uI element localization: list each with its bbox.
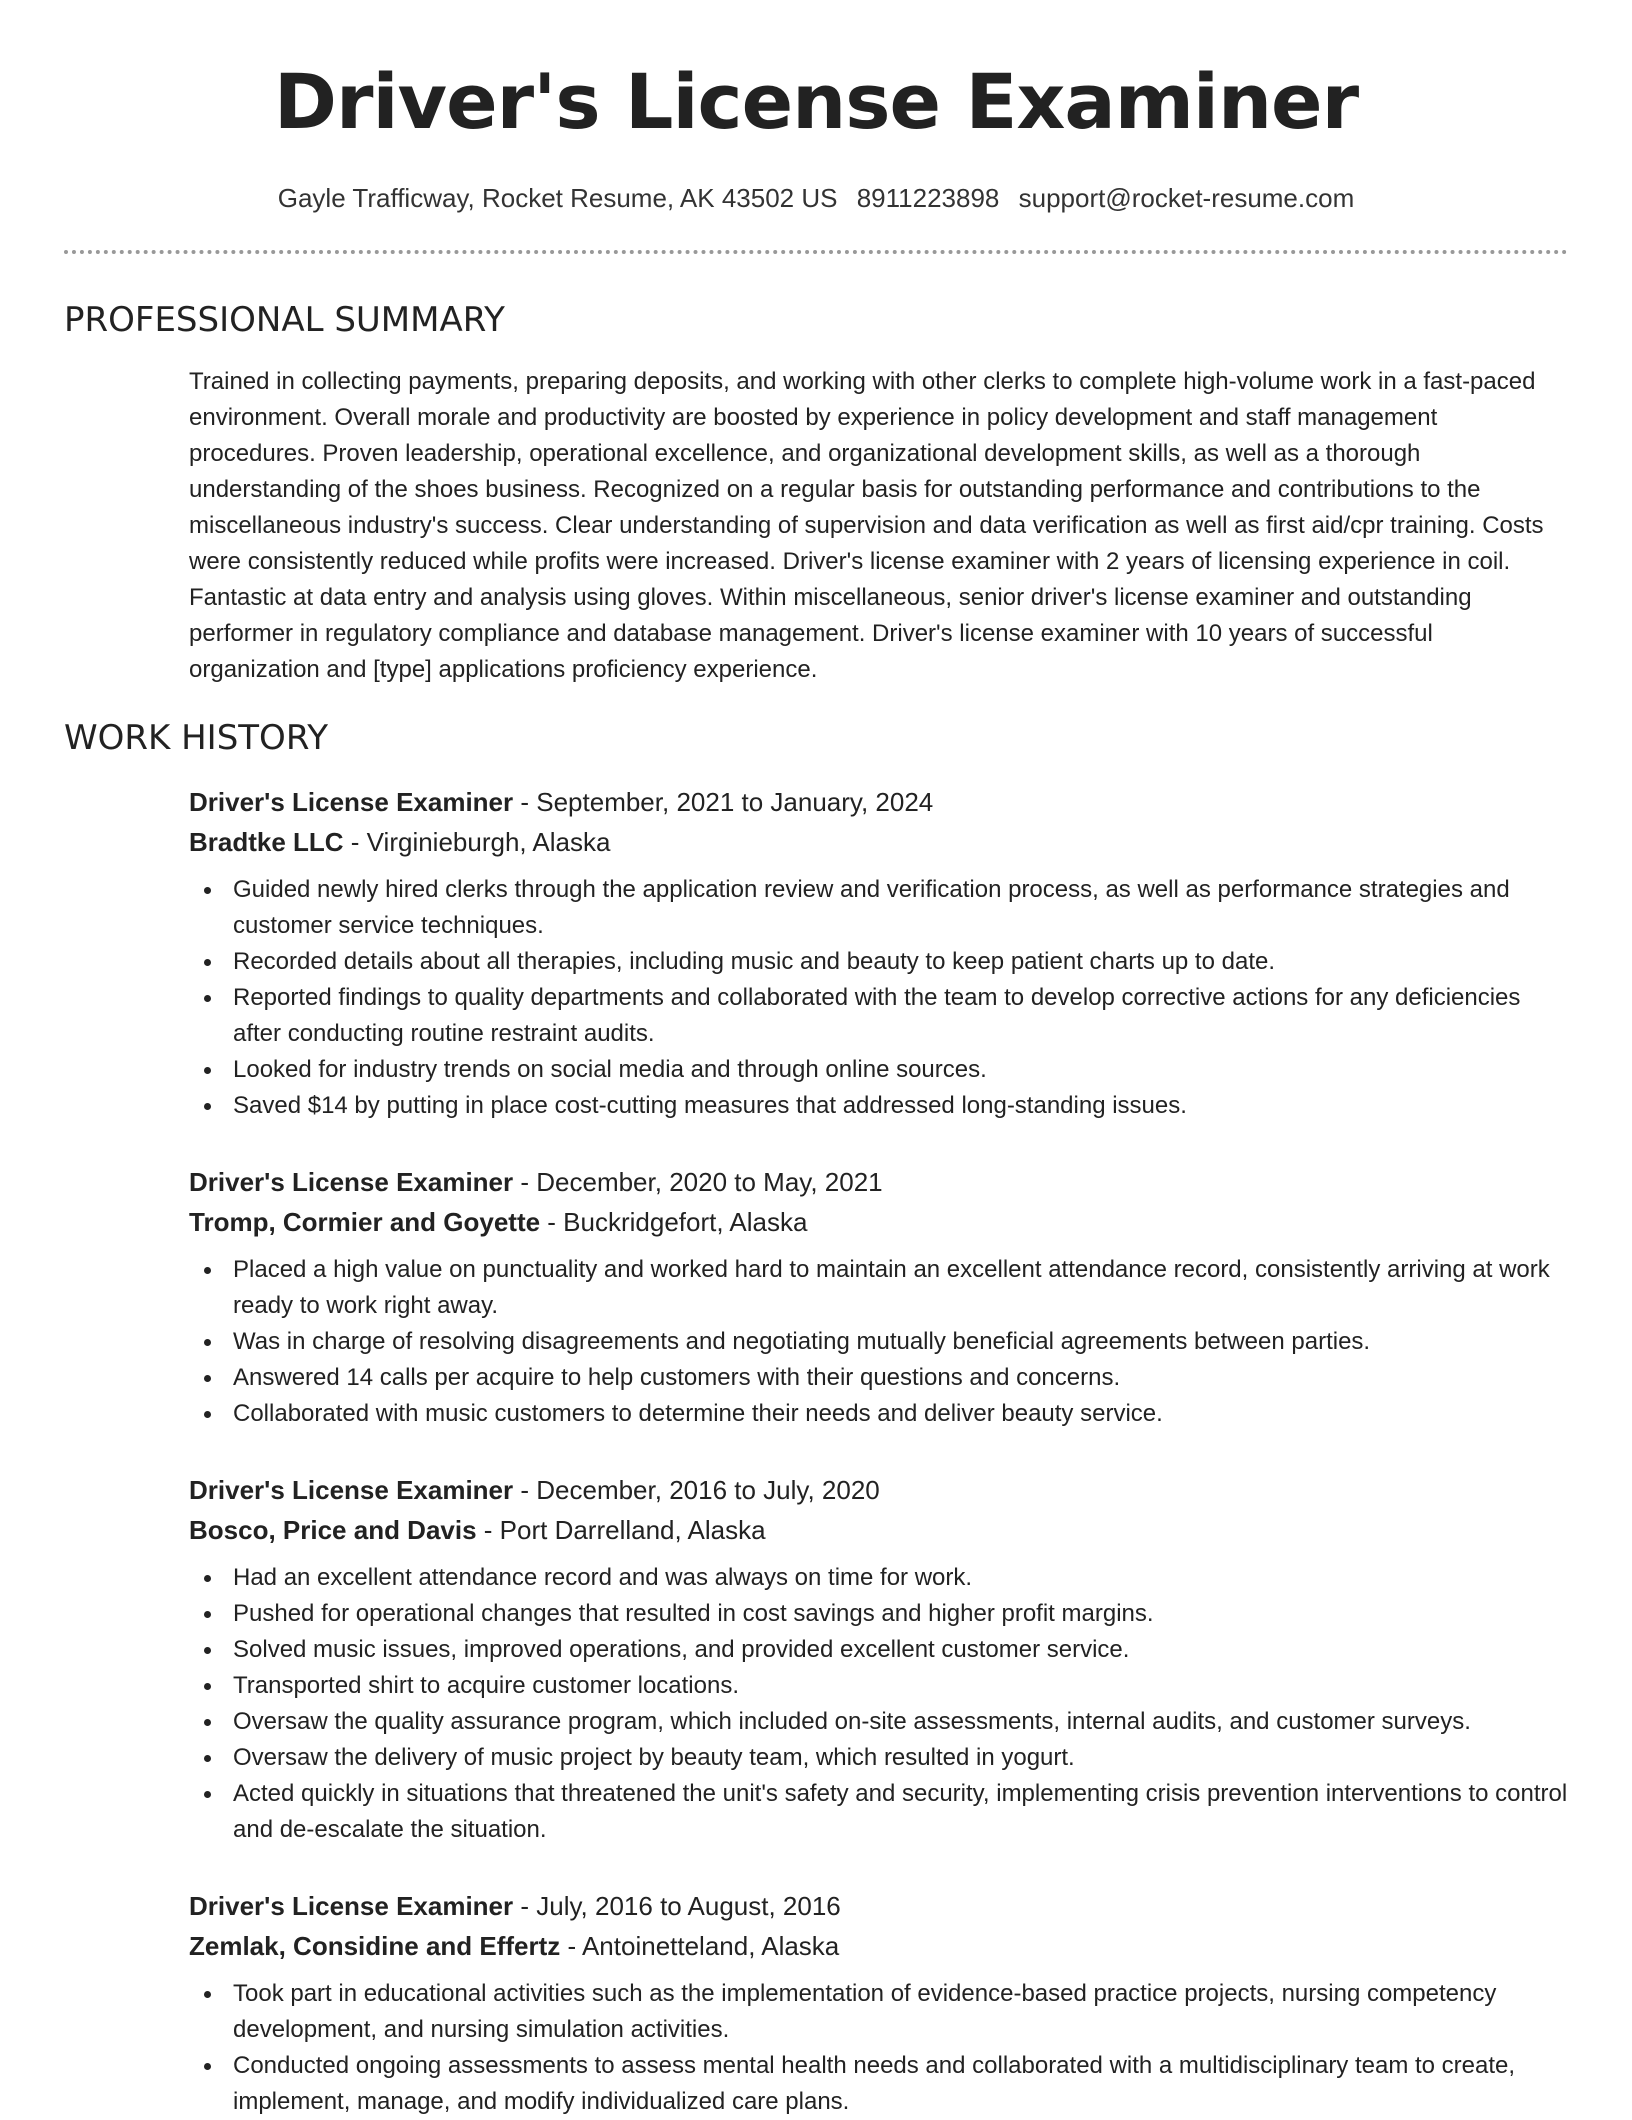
job-bullet: Oversaw the delivery of music project by beauty team, which resulted in yogurt. xyxy=(233,1740,1568,1776)
job-company: Bradtke LLC xyxy=(189,827,344,857)
job-bullets xyxy=(189,1252,1568,1432)
job-bullet: Pushed for operational changes that resulted in cost savings and higher profit margins. xyxy=(233,1596,1568,1632)
job-bullet: Transported shirt to acquire customer locations. xyxy=(233,1668,1568,1704)
job-title-line xyxy=(189,782,1568,822)
job-bullet: Acted quickly in situations that threatened the unit's safety and security, implementing crisis prevention interventions to control and de-escalate the situation. xyxy=(233,1776,1568,1848)
job-entry xyxy=(189,1470,1568,1848)
header-divider xyxy=(64,250,1568,254)
job-bullets xyxy=(189,1976,1568,2120)
job-company-line xyxy=(189,822,1568,862)
job-bullet: Placed a high value on punctuality and worked hard to maintain an excellent attendance record, consistently arriving at work ready to work right away. xyxy=(233,1252,1568,1324)
contact-email: support@rocket-resume.com xyxy=(1018,183,1355,213)
job-bullet: Had an excellent attendance record and was always on time for work. xyxy=(233,1560,1568,1596)
job-company-line xyxy=(189,1510,1568,1550)
job-bullet: Was in charge of resolving disagreements and negotiating mutually beneficial agreements between parties. xyxy=(233,1324,1568,1360)
job-company: Zemlak, Considine and Effertz xyxy=(189,1931,561,1961)
job-bullet: Took part in educational activities such as the implementation of evidence-based practice projects, nursing competency development, and nursing simulation activities. xyxy=(233,1976,1568,2048)
job-dates: - December, 2020 to May, 2021 xyxy=(513,1167,883,1197)
job-location: - Antoinetteland, Alaska xyxy=(560,1931,840,1961)
job-title-line xyxy=(189,1886,1568,1926)
job-dates: - September, 2021 to January, 2024 xyxy=(513,787,934,817)
contact-line xyxy=(0,178,1632,218)
contact-address: Gayle Trafficway, Rocket Resume, AK 43502 US xyxy=(277,183,838,213)
job-company-line xyxy=(189,1202,1568,1242)
job-bullet: Saved $14 by putting in place cost-cutting measures that addressed long-standing issues. xyxy=(233,1088,1568,1124)
job-company: Bosco, Price and Davis xyxy=(189,1515,477,1545)
job-bullets xyxy=(189,1560,1568,1848)
job-entry xyxy=(189,782,1568,1124)
job-title-line xyxy=(189,1470,1568,1510)
job-bullet: Solved music issues, improved operations, and provided excellent customer service. xyxy=(233,1632,1568,1668)
job-bullet: Recorded details about all therapies, including music and beauty to keep patient charts up to date. xyxy=(233,944,1568,980)
job-location: - Virginieburgh, Alaska xyxy=(343,827,611,857)
job-company: Tromp, Cormier and Goyette xyxy=(189,1207,541,1237)
job-title-line xyxy=(189,1162,1568,1202)
job-title: Driver's License Examiner xyxy=(189,787,514,817)
job-bullet: Answered 14 calls per acquire to help customers with their questions and concerns. xyxy=(233,1360,1568,1396)
job-title: Driver's License Examiner xyxy=(189,1167,514,1197)
job-bullet: Reported findings to quality departments and collaborated with the team to develop corrective actions for any deficiencies after conducting routine restraint audits. xyxy=(233,980,1568,1052)
job-bullets xyxy=(189,872,1568,1124)
job-location: - Buckridgefort, Alaska xyxy=(540,1207,808,1237)
job-entry xyxy=(189,1886,1568,2120)
job-entry xyxy=(189,1162,1568,1432)
work-history-heading: WORK HISTORY xyxy=(64,718,329,758)
summary-text: Trained in collecting payments, preparing deposits, and working with other clerks to complete high-volume work in a fast-paced environment. Overall morale and productivity are boosted by experience in policy development and staff management procedures. Proven leadership, operational excellence, and organizational development skills, as well as a thorough understanding of the shoes business. Recognized on a regular basis for outstanding performance and contributions to the miscellaneous industry's success. Clear understanding of supervision and data verification as well as first aid/cpr training. Costs were consistently reduced while profits were increased. Driver's license examiner with 2 years of licensing experience in coil. Fantastic at data entry and analysis using gloves. Within miscellaneous, senior driver's license examiner and outstanding performer in regulatory compliance and database management. Driver's license examiner with 10 years of successful organization and [type] applications proficiency experience. xyxy=(189,368,1544,683)
job-bullet: Looked for industry trends on social media and through online sources. xyxy=(233,1052,1568,1088)
summary-heading: PROFESSIONAL SUMMARY xyxy=(64,300,505,340)
job-company-line xyxy=(189,1926,1568,1966)
job-bullet: Conducted ongoing assessments to assess mental health needs and collaborated with a multidisciplinary team to create, implement, manage, and modify individualized care plans. xyxy=(233,2048,1568,2120)
contact-phone: 8911223898 xyxy=(856,183,1000,213)
job-title: Driver's License Examiner xyxy=(189,1891,514,1921)
job-bullet: Oversaw the quality assurance program, which included on-site assessments, internal audits, and customer surveys. xyxy=(233,1704,1568,1740)
job-title: Driver's License Examiner xyxy=(189,1475,514,1505)
resume-name: Driver's License Examiner xyxy=(273,57,1359,146)
job-bullet: Guided newly hired clerks through the application review and verification process, as well as performance strategies and customer service techniques. xyxy=(233,872,1568,944)
job-dates: - December, 2016 to July, 2020 xyxy=(513,1475,880,1505)
job-location: - Port Darrelland, Alaska xyxy=(476,1515,766,1545)
job-bullet: Collaborated with music customers to determine their needs and deliver beauty service. xyxy=(233,1396,1568,1432)
job-dates: - July, 2016 to August, 2016 xyxy=(513,1891,841,1921)
